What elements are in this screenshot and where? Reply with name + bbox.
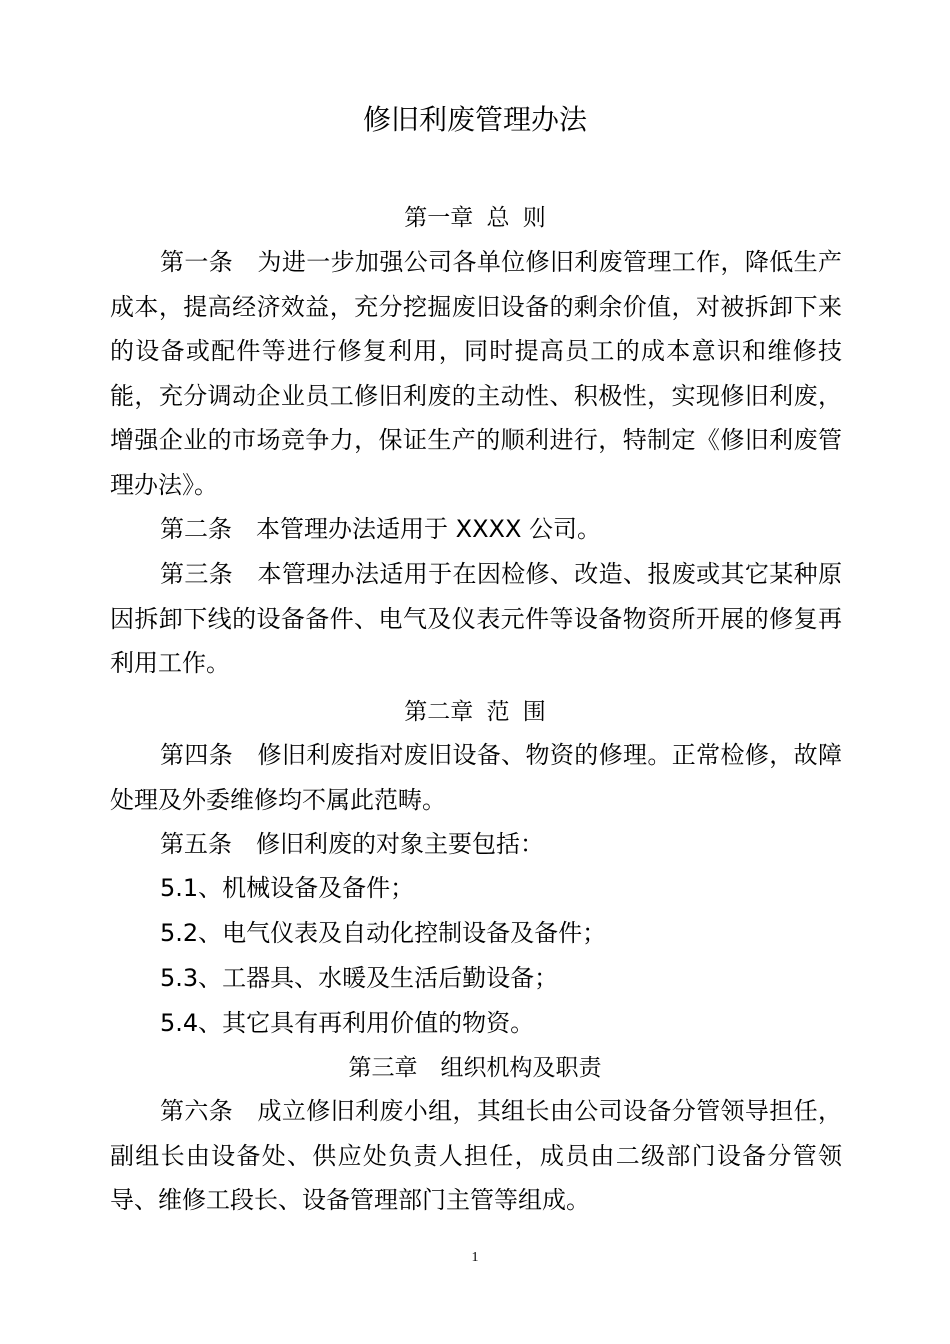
article-5: 第五条 修旧利废的对象主要包括： xyxy=(160,830,544,858)
list-item-5-2: 5.2、电气仪表及自动化控制设备及备件； xyxy=(160,919,607,947)
article-3: 第三条 本管理办法适用于在因检修、改造、报废或其它某种原因拆卸下线的设备备件、电气及仪表元件等设备物资所开展的修复再利用工作。 xyxy=(110,560,842,677)
chapter-3-heading: 第三章 组织机构及职责 xyxy=(348,1055,602,1081)
list-item-5-1: 5.1、机械设备及备件； xyxy=(160,874,415,902)
page-number: 1 xyxy=(471,1250,479,1265)
chapter-2-heading: 第二章 范 围 xyxy=(404,699,546,725)
document-title: 修旧利废管理办法 xyxy=(362,103,587,136)
chapter-1-heading: 第一章 总 则 xyxy=(404,205,546,231)
list-item-5-4: 5.4、其它具有再利用价值的物资。 xyxy=(160,1009,535,1037)
article-1: 第一条 为进一步加强公司各单位修旧利废管理工作，降低生产成本，提高经济效益，充分挖掘废旧设备的剩余价值，对被拆卸下来的设备或配件等进行修复利用，同时提高员工的成本意识和维修技能，充分调动企业员工修旧利废的主动性、积极性，实现修旧利废，增强企业的市场竞争力，保证生产的顺利进行，特制定《修旧利废管理办法》。 xyxy=(110,248,842,499)
article-2: 第二条 本管理办法适用于 XXXX 公司。 xyxy=(160,515,602,543)
list-item-5-3: 5.3、工器具、水暖及生活后勤设备； xyxy=(160,964,559,992)
article-6: 第六条 成立修旧利废小组，其组长由公司设备分管领导担任，副组长由设备处、供应处负责人担任，成员由二级部门设备分管领导、维修工段长、设备管理部门主管等组成。 xyxy=(110,1097,842,1214)
article-4: 第四条 修旧利废指对废旧设备、物资的修理。正常检修，故障处理及外委维修均不属此范畴。 xyxy=(110,741,842,814)
